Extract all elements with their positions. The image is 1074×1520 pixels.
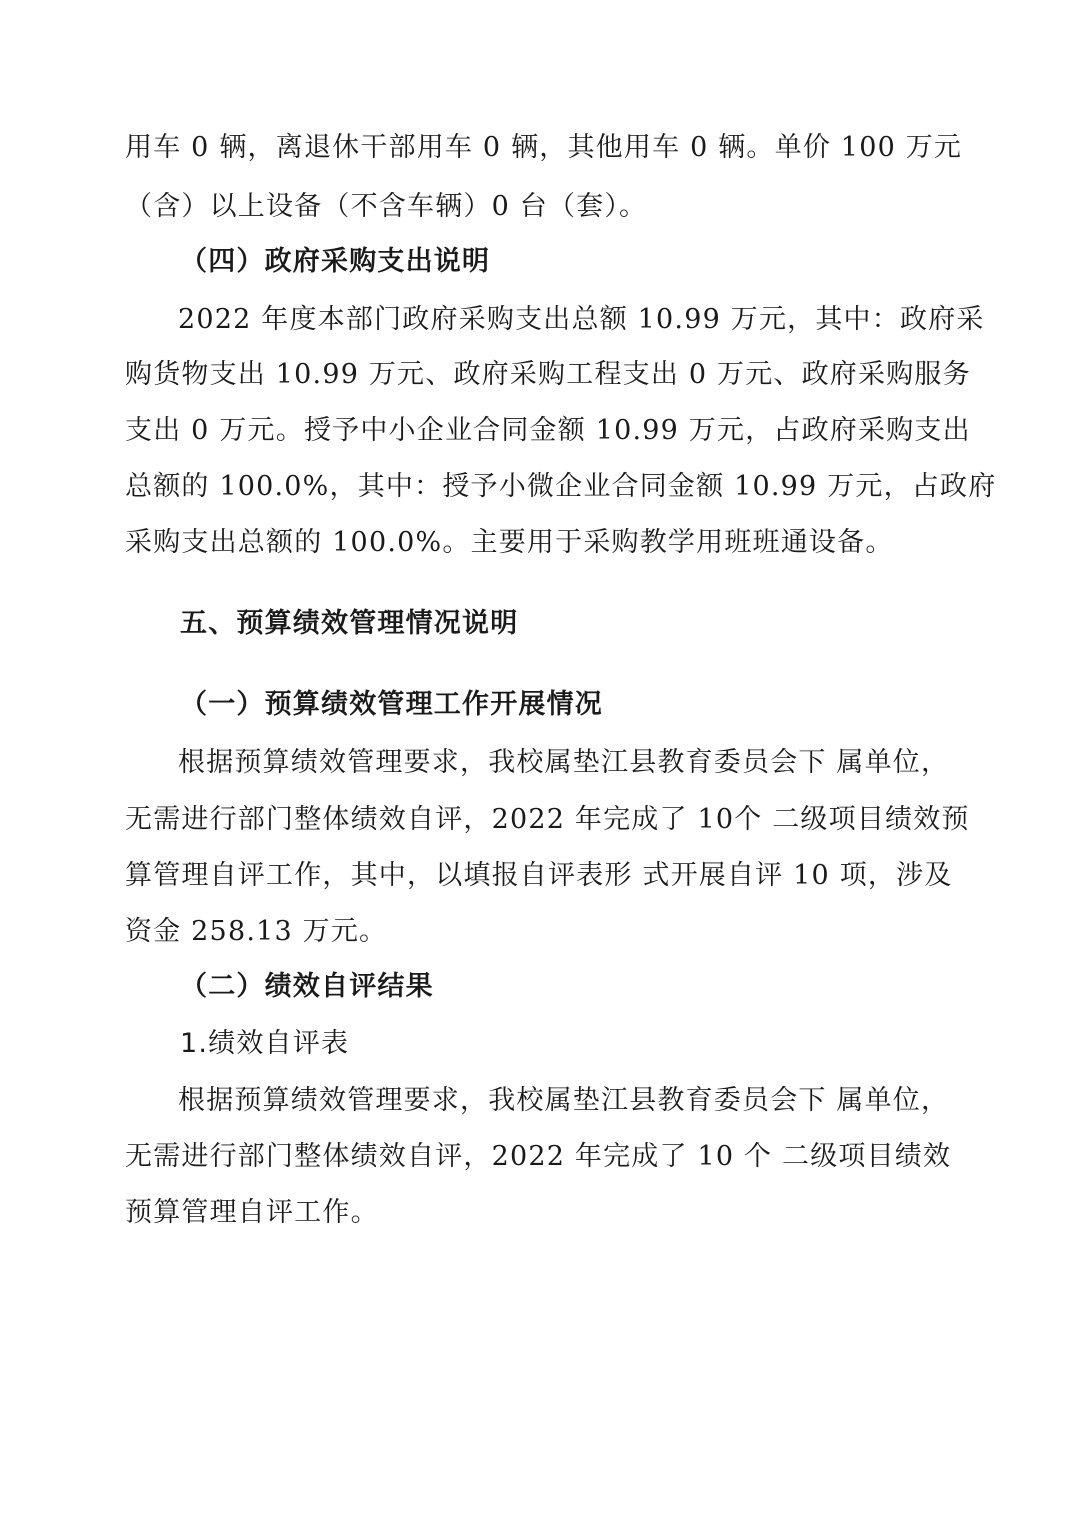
- subsection-heading-1: 1.绩效自评表: [180, 1028, 350, 1059]
- paragraph-line: 支出 0 万元。授予中小企业合同金额 10.99 万元，占政府采购支出: [125, 415, 971, 446]
- paragraph-line: 根据预算绩效管理要求，我校属垫江县教育委员会下 属单位，: [178, 747, 950, 778]
- section-heading-er: （二）绩效自评结果: [180, 971, 434, 1002]
- paragraph-line: 无需进行部门整体绩效自评，2022 年完成了 10 个 二级项目绩效: [125, 1141, 952, 1172]
- paragraph-line: 资金 258.13 万元。: [125, 916, 388, 947]
- paragraph-line: 购货物支出 10.99 万元、政府采购工程支出 0 万元、政府采购服务: [125, 359, 971, 390]
- paragraph-line: 总额的 100.0%，其中：授予小微企业合同金额 10.99 万元，占政府: [125, 471, 997, 502]
- section-heading-yi: （一）预算绩效管理工作开展情况: [180, 689, 603, 720]
- section-heading-wu: 五、预算绩效管理情况说明: [180, 608, 519, 639]
- paragraph-line: 采购支出总额的 100.0%。主要用于采购教学用班班通设备。: [125, 527, 894, 558]
- paragraph-line: （含）以上设备（不含车辆）0 台（套）。: [125, 191, 648, 222]
- paragraph-line: 根据预算绩效管理要求，我校属垫江县教育委员会下 属单位，: [178, 1085, 950, 1116]
- paragraph-line: 用车 0 辆，离退休干部用车 0 辆，其他用车 0 辆。单价 100 万元: [125, 132, 963, 163]
- paragraph-line: 算管理自评工作，其中，以填报自评表形 式开展自评 10 项，涉及: [125, 860, 953, 891]
- section-heading-si: （四）政府采购支出说明: [180, 246, 491, 277]
- paragraph-line: 无需进行部门整体绩效自评，2022 年完成了 10个 二级项目绩效预: [125, 804, 970, 835]
- paragraph-line: 2022 年度本部门政府采购支出总额 10.99 万元，其中：政府采: [178, 304, 985, 335]
- paragraph-line: 预算管理自评工作。: [125, 1197, 379, 1228]
